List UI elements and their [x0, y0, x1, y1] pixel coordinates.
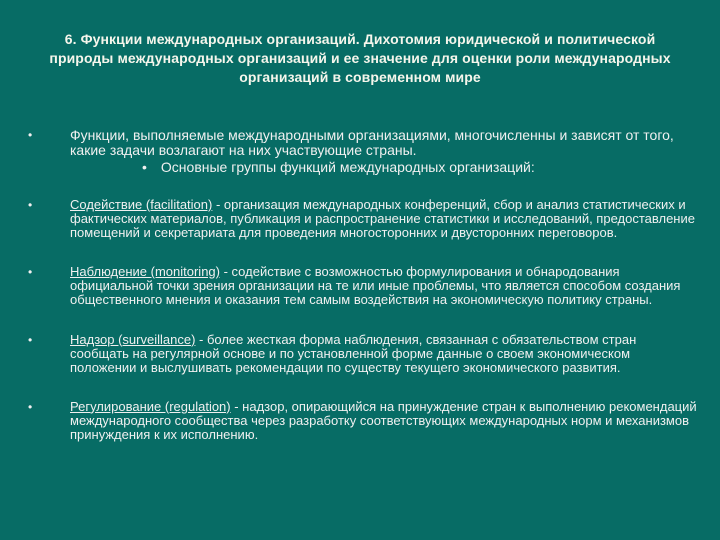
function-description: - более жесткая форма наблюдения, связанная с обязательством стран сообщать на регулярной основе и по установленной форме данные о своем экономическом положении и выслушивать рекомендации по существу текущего экономического развития.: [70, 331, 637, 376]
sub-bullet-icon: •: [142, 158, 147, 175]
function-term: Содействие (facilitation): [70, 196, 213, 212]
bullet-icon: •: [28, 332, 33, 347]
function-description: - содействие с возможностью формулирования и обнародования официальной точки зрения организации на те или иные проблемы, что является способом создания общественного мнения и оказания тем самым воздействия на экономическую политику страны.: [70, 263, 681, 308]
bullet-icon: •: [28, 128, 33, 142]
sub-bullet: [70, 160, 698, 174]
list-item: [28, 400, 698, 443]
bullet-list: [28, 128, 698, 442]
list-item: [28, 198, 698, 241]
function-term: Надзор (surveillance): [70, 331, 196, 347]
bullet-icon: •: [28, 197, 33, 212]
bullet-icon: •: [28, 399, 33, 414]
slide-title: 6. Функции международных организаций. Дихотомия юридической и политической природы международных организаций и ее значение для оценки роли международных организаций в современном мире: [49, 31, 671, 85]
function-description: - организация международных конференций, сбор и анализ статистических и фактических материалов, публикация и распространение статистики и исследований, предоставление помещений и секретариата для проведения многосторонних и двусторонних переговоров.: [70, 196, 695, 241]
intro-text: Функции, выполняемые международными организациями, многочисленны и зависят от того, какие задачи возлагают на них участвующие страны.: [70, 127, 674, 159]
function-term: Регулирование (regulation): [70, 398, 231, 414]
list-item: [28, 333, 698, 376]
bullet-icon: •: [28, 264, 33, 279]
list-item: [28, 265, 698, 308]
function-description: - надзор, опирающийся на принуждение стран к выполнению рекомендаций международного сообщества через разработку соответствующих международных норм и механизмов принуждения к их исполнению.: [70, 398, 697, 443]
list-item: [28, 128, 698, 174]
function-term: Наблюдение (monitoring): [70, 263, 220, 279]
sub-bullet-text: Основные группы функций международных организаций:: [160, 158, 535, 175]
